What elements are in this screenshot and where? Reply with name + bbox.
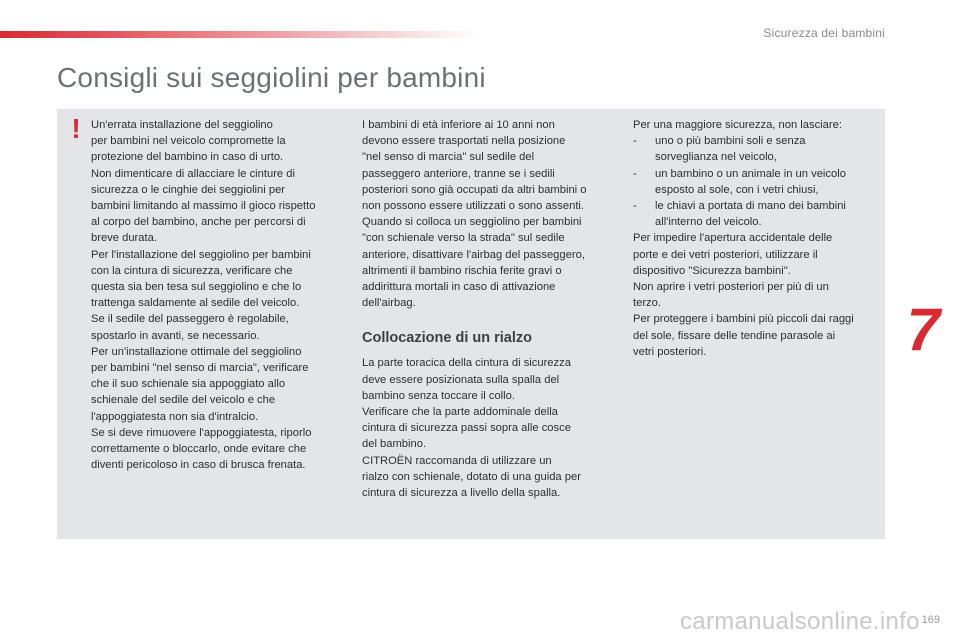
text-line: Non aprire i vetri posteriori per più di un	[633, 281, 829, 294]
text-line: al corpo del bambino, anche per percorsi di	[91, 216, 306, 229]
column-safety-tips	[633, 117, 881, 360]
chapter-number: 7	[906, 296, 940, 363]
text-line: Per un'installazione ottimale del seggiolino	[91, 345, 302, 358]
text-line: bambini limitando al massimo il gioco rispetto	[91, 200, 316, 213]
text-line: questa sia ben tesa sul seggiolino e che lo	[91, 281, 302, 294]
text-line: addirittura mortali in caso di attivazione	[362, 281, 556, 294]
text-line: passeggero anteriore, tranne se i sedili	[362, 167, 555, 180]
watermark: carmanualsonline.info	[680, 608, 920, 635]
text-line: cintura di sicurezza a livello della spalla.	[362, 487, 561, 500]
warning-exclamation-icon: !	[71, 113, 81, 144]
text-line: bambino senza toccare il collo.	[362, 389, 515, 402]
text-line: un bambino o un animale in un veicolo	[655, 167, 846, 180]
text-line: correttamente o bloccarlo, onde evitare che	[91, 443, 307, 456]
text-line: Non dimenticare di allacciare le cinture di	[91, 167, 295, 180]
text-line: La parte toracica della cintura di sicurezza	[362, 357, 571, 370]
text-line: Per proteggere i bambini più piccoli dai raggi	[633, 313, 854, 326]
text-line: vetri posteriori.	[633, 345, 707, 358]
page-number: 169	[921, 614, 940, 626]
text-line: esposto al sole, con i vetri chiusi,	[655, 183, 819, 196]
list-item	[633, 198, 881, 230]
text-line: trattenga saldamente al sedile del veicolo.	[91, 297, 300, 310]
text-line: con la cintura di sicurezza, verificare che	[91, 264, 293, 277]
info-box	[57, 109, 885, 539]
text-line: protezione del bambino in caso di urto.	[91, 151, 284, 164]
column-airbag-text	[362, 117, 617, 501]
text-line: breve durata.	[91, 232, 157, 245]
header-accent-bar	[0, 31, 480, 38]
text-line: sorveglianza nel veicolo,	[655, 151, 777, 164]
text-line: CITROËN raccomanda di utilizzare un	[362, 454, 552, 467]
text-line: Un'errata installazione del seggiolino	[91, 119, 273, 131]
dash-bullet: -	[633, 200, 637, 213]
section-header: Sicurezza dei bambini	[763, 26, 885, 40]
column-warning-text	[91, 117, 341, 473]
text-line: diventi pericoloso in caso di brusca frenata.	[91, 459, 306, 472]
text-line: all'interno del veicolo.	[655, 216, 762, 229]
text-line: sicurezza o le cinghie dei seggiolini per	[91, 183, 286, 196]
text-line: rialzo con schienale, dotato di una guida per	[362, 470, 581, 483]
text-line: Per una maggiore sicurezza, non lasciare:	[633, 119, 842, 131]
text-line: terzo.	[633, 297, 661, 310]
text-line: le chiavi a portata di mano dei bambini	[655, 200, 846, 213]
text-line: Se il sedile del passeggero è regolabile,	[91, 313, 289, 326]
text-line: anteriore, disattivare l'airbag del passeggero,	[362, 248, 585, 261]
text-line: dell'airbag.	[362, 297, 416, 310]
text-line: l'appoggiatesta non sia d'intralcio.	[91, 410, 259, 423]
dash-bullet: -	[633, 135, 637, 148]
text-line: devono essere trasportati nella posizione	[362, 135, 566, 148]
text-line: spostarlo in avanti, se necessario.	[91, 329, 260, 342]
text-line: "con schienale verso la strada" sul sedile	[362, 232, 565, 245]
text-line: I bambini di età inferiore ai 10 anni non	[362, 119, 555, 131]
list-item	[633, 133, 881, 165]
text-line: non possono essere utilizzati o sono assenti.	[362, 200, 585, 213]
text-line: posteriori sono già occupati da altri bambini o	[362, 183, 587, 196]
dash-bullet: -	[633, 167, 637, 180]
text-line: porte e dei vetri posteriori, utilizzare il	[633, 248, 818, 261]
text-line: Per l'installazione del seggiolino per bambini	[91, 248, 311, 261]
text-line: Quando si colloca un seggiolino per bambini	[362, 216, 582, 229]
text-line: dispositivo "Sicurezza bambini".	[633, 264, 791, 277]
text-line: "nel senso di marcia" sul sedile del	[362, 151, 535, 164]
text-line: per bambini "nel senso di marcia", verificare	[91, 362, 309, 375]
text-line: uno o più bambini soli e senza	[655, 135, 806, 148]
text-line: del bambino.	[362, 438, 427, 451]
text-line: del sole, fissare delle tendine parasole ai	[633, 329, 836, 342]
text-line: altrimenti il bambino rischia ferite gravi o	[362, 264, 562, 277]
page-title: Consigli sui seggiolini per bambini	[57, 62, 486, 93]
list-item	[633, 166, 881, 198]
text-line: deve essere posizionata sulla spalla del	[362, 373, 560, 386]
text-line: Se si deve rimuovere l'appoggiatesta, riporlo	[91, 426, 312, 439]
text-line: cintura di sicurezza passi sopra alle cosce	[362, 422, 571, 435]
text-line: Per impedire l'apertura accidentale delle	[633, 232, 833, 245]
text-line: per bambini nel veicolo compromette la	[91, 135, 286, 148]
text-line: che il suo schienale sia appoggiato allo	[91, 378, 286, 391]
text-line: Verificare che la parte addominale della	[362, 406, 558, 419]
booster-subheading: Collocazione di un rialzo	[362, 330, 532, 347]
text-line: schienale del sedile del veicolo e che	[91, 394, 276, 407]
